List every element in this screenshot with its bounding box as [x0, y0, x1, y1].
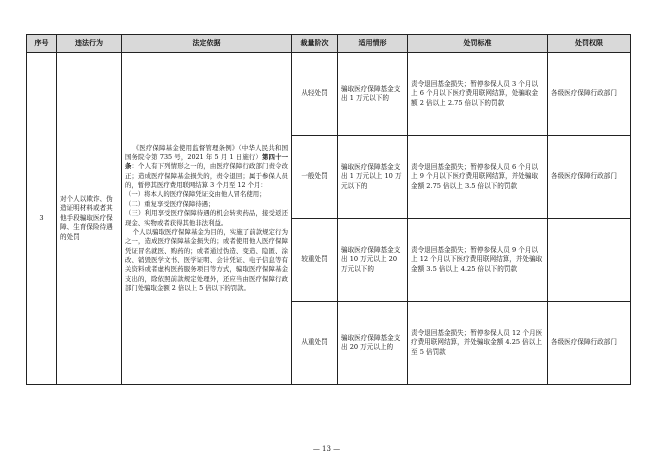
level-cell: 较重处罚: [292, 219, 338, 302]
authority-cell: [548, 219, 631, 302]
legal-basis-cell: [122, 53, 292, 385]
level-cell: 一般处罚: [292, 136, 338, 219]
basis-paragraph-1: [125, 144, 288, 191]
basis-title: 《医疗保障基金使用监督管理条例》（中华人民共和国国务院令第 735 号，2021 年 5 月 1 日施行）: [125, 143, 288, 162]
violation-cell: 对个人以欺诈、伪造证明材料或者其他手段骗取医疗保障、生育保险待遇的处罚: [57, 53, 122, 385]
standard-cell: 责令退回基金损失；暂停参保人员 12 个月医疗费用联网结算，并处骗取金额 4.25 倍以上至 5 倍罚款: [408, 302, 548, 385]
case-cell: 骗取医疗保障基金支出 20 万元以上的: [338, 302, 408, 385]
header-applicable-case: 适用情形: [338, 35, 408, 53]
basis-item-1: （一）将本人的医疗保障凭证交由他人冒名使用；: [125, 190, 266, 199]
penalty-table: [26, 34, 631, 385]
table-row: [27, 53, 631, 136]
case-cell: 骗取医疗保障基金支出 1 万元以下的: [338, 53, 408, 136]
basis-paragraph-2: 个人以骗取医疗保障基金为目的，实施了前款规定行为之一，造成医疗保障基金损失的；或者使用他人医疗保障凭证冒名就医、购药的；或者通过伪造、变造、隐匿、涂改、销毁医学文书、医学证明、会计凭证、电子信息等有关资料或者虚构医药服务项目等方式，骗取医疗保障基金支出的，除依照前款规定处理外，还应当由医疗保障行政部门处骗取金额 2 倍以上 5 倍以下的罚款。: [125, 227, 288, 292]
page-number: — 13 —: [312, 445, 341, 453]
basis-item-2: （二）重复享受医疗保障待遇；: [125, 199, 215, 208]
level-cell: 从重处罚: [292, 302, 338, 385]
basis-article: 第四十一条: [125, 153, 289, 171]
authority-cell: 各级医疗保障行政部门: [548, 53, 631, 136]
header-authority: 处罚权限: [548, 35, 631, 53]
authority-cell: 各级医疗保障行政部门: [548, 302, 631, 385]
standard-cell: 责令退回基金损失；暂停参保人员 6 个月以上 9 个月以下医疗费用联网结算，并处骗取金额 2.75 倍以上 3.5 倍以下的罚款: [408, 136, 548, 219]
standard-cell: 责令退回基金损失；暂停参保人员 3 个月以上 6 个月以下医疗费用联网结算，处骗取金额 2 倍以上 2.75 倍以下的罚款: [408, 53, 548, 136]
basis-text-1: ：个人有下列情形之一的，由医疗保障行政部门责令改正；造成医疗保障基金损失的，责令退回；属于参保人员的，暂停其医疗费用联网结算 3 个月至 12 个月：: [125, 162, 289, 190]
header-penalty-standard: 处罚标准: [408, 35, 548, 53]
table-header-row: [27, 35, 631, 53]
header-seq: 序号: [27, 35, 57, 53]
basis-item-3: （三）利用享受医疗保障待遇的机会转卖药品，接受返还现金、实物或者获得其他非法利益。: [125, 209, 288, 227]
header-violation: 违法行为: [57, 35, 122, 53]
case-cell: 骗取医疗保障基金支出 10 万元以上 20 万元以下的: [338, 219, 408, 302]
header-legal-basis: 法定依据: [122, 35, 292, 53]
header-discretion-level: 裁量阶次: [292, 35, 338, 53]
standard-cell: 责令退回基金损失；暂停参保人员 9 个月以上 12 个月以下医疗费用联网结算，并处骗取金额 3.5 倍以上 4.25 倍以下的罚款: [408, 219, 548, 302]
seq-cell: 3: [27, 53, 57, 385]
case-cell: 骗取医疗保障基金支出 1 万元以上 10 万元以下的: [338, 136, 408, 219]
authority-cell: 各级医疗保障行政部门: [548, 136, 631, 219]
level-cell: 从轻处罚: [292, 53, 338, 136]
